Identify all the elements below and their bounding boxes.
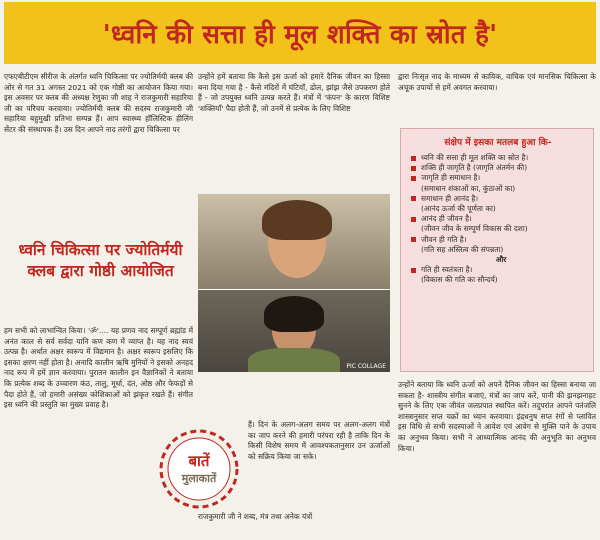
bullet-icon (411, 176, 416, 181)
bullet-icon (411, 156, 416, 161)
portrait-hair-icon (262, 200, 332, 240)
article-column-2-bottom: राजकुमारी जी ने शब्द, मंत्र तथा अनेक यंत्रों (198, 512, 313, 521)
summary-subitem: (गति सह अस्तित्व की संपन्नता) (421, 244, 504, 254)
summary-subitem: (जीवन जीव के सम्पूर्ण विकास की दशा) (421, 224, 528, 234)
summary-item: गति ही स्वतंत्रता है। (411, 265, 591, 275)
photo-caption: PIC COLLAGE (346, 363, 386, 370)
summary-subitem: (आनंद ऊर्जा की पूर्णता का) (421, 204, 496, 214)
bullet-icon (411, 196, 416, 201)
article-column-3-top: द्वारा निःसृत नाद के माध्यम से कायिक, वाचिक एवं मानसिक चिकित्सा के अचूक उपायों से हमें अवगत करवाया। (398, 72, 596, 92)
bullet-icon (411, 166, 416, 171)
summary-box-title: संक्षेप में इसका मतलब हुआ कि- (444, 138, 552, 148)
photo-collage (198, 194, 390, 372)
photo-bottom-portrait (198, 290, 390, 372)
summary-list (411, 153, 591, 286)
subheadline: ध्वनि चिकित्सा पर ज्योतिर्मयी क्लब द्वारा गोष्ठी आयोजित (18, 241, 183, 280)
baatein-mulakatein-logo (154, 424, 244, 514)
article-column-1-top: एफएबीटीएम सीरीज के अंतर्गत ध्वनि चिकित्सा पर ज्योतिर्मयी क्लब की ओर से गत 31 अगस्त 2021 को एक गोष्ठी का आयोजन किया गया। इस अवसर पर क्लब की अध्यक्ष रेणुका जी शाह ने राजकुमारी सहारिया जी का परिचय करवाया। ज्योतिर्मयी क्लब की सदस्य राजकुमारी जी सहारिया बहुमुखी प्रतिभा सम्पन्न हैं। आप स्वास्थ्य हॉलिस्टिक हीलिंग सेंटर की संस्थापक हैं। उस दिन आपने नाद तरंगों द्वारा चिकित्सा पर (4, 72, 193, 134)
summary-item: शक्ति ही जागृति है (जागृति अंतर्मन की) (411, 163, 591, 173)
article-column-2-top: उन्होंने हमें बताया कि कैसे इस ऊर्जा को हमारे दैनिक जीवन का हिस्सा बना दिया गया है - कैसे मंदिरों में घंटियाँ, ढोल, झांझ जैसे उपकरण होते हैं - जो उपयुक्त ध्वनि उत्पन्न करते हैं। मंत्रों में 'कंपन' के कारण विशिष्ट 'शक्तियाँ' पैदा होती हैं, जो उनमें से प्रत्येक के लिए विशिष्ट (198, 72, 390, 113)
photo-top-portrait (198, 194, 390, 290)
portrait-dress-icon (248, 348, 340, 372)
summary-item: जागृति ही समाधान है। (411, 173, 591, 183)
summary-conjunction: और (495, 255, 507, 265)
summary-subitem: (विकास की गति का सौन्दर्य) (421, 275, 498, 285)
summary-item: ध्वनि की सत्ता ही मूल शक्ति का स्रोत है। (411, 153, 591, 163)
article-column-2-middle: हैं। दिन के अलग-अलग समय पर अलग-अलग मंत्रों का जाप करने की हमारी परंपरा रही है ताकि दिन के किसी विशेष समय में आवश्यकतानुसार उन ऊर्जाओं को सक्रिय किया जा सके। (248, 420, 390, 461)
summary-item: जीवन ही गति है। (411, 235, 591, 245)
summary-box (400, 128, 594, 372)
svg-text:बातें: बातें (188, 452, 210, 470)
article-column-1-bottom: हम सभी को लाभान्वित किया। 'ॐ'.... यह प्रणव नाद सम्पूर्ण ब्रह्मांड में अनंत काल से सर्व सर्वदा यानि कण कण में व्याप्त है। यह नाद स्वयं उत्पन्न है। अर्थात अक्षर स्वरूप में विद्यमान है। अक्षर स्वरूप इसलिए कि इसका क्षरण नहीं होता है। अनादि कालीन ऋषि मुनियों ने इसको अनहद नाद रूप में हमें ज्ञान करवाया। पुरातन कालीन इन वैज्ञानिकों ने बताया कि प्रत्येक शब्द के उच्चारण कंठ, तालु, मूर्धा, दंत, ओष्ठ और फेफड़ों से पैदा होते हैं, जो हमारी असंख्य कोशिकाओं को झंकृत रखते हैं। संगीत इस ध्वनि की प्रस्तुति का मुख्य प्रवाह है। (4, 326, 193, 410)
bullet-icon (411, 217, 416, 222)
bullet-icon (411, 237, 416, 242)
headline-banner (4, 2, 596, 64)
summary-item: समाधान ही आनंद है। (411, 194, 591, 204)
portrait-hair-icon (264, 296, 324, 332)
article-column-3-bottom: उन्होंने बताया कि ध्वनि ऊर्जा को अपने दैनिक जीवन का हिस्सा बनाया जा सकता है- शास्त्रीय संगीत बजाएं, मंत्रों का जाप करें, पानी की झनझनाहट सुनने के लिए एक जीवंत जलप्रपात स्थापित करें। तदुपरांत आपने पतंजलि शास्त्रानुसार सप्त चक्रों का ध्यान करवाया। इंद्रधनुष सप्त रंगों से प्लावित इस विधि से सभी सदस्याओं ने आवेश एवं आवेग से मुक्ति पाने के उपाय का अनुभव किया। सभी ने आध्यात्मिक आनंद की अनुभूति का अनुभव किया। (398, 380, 596, 453)
summary-subitem: (समाधान शंकाओं का, कुंठाओं का) (421, 183, 516, 193)
bullet-icon (411, 268, 416, 273)
summary-item: आनंद ही जीवन है। (411, 214, 591, 224)
headline-text: 'ध्वनि की सत्ता ही मूल शक्ति का स्रोत है' (102, 20, 498, 50)
svg-text:मुलाकातें: मुलाकातें (181, 472, 217, 485)
